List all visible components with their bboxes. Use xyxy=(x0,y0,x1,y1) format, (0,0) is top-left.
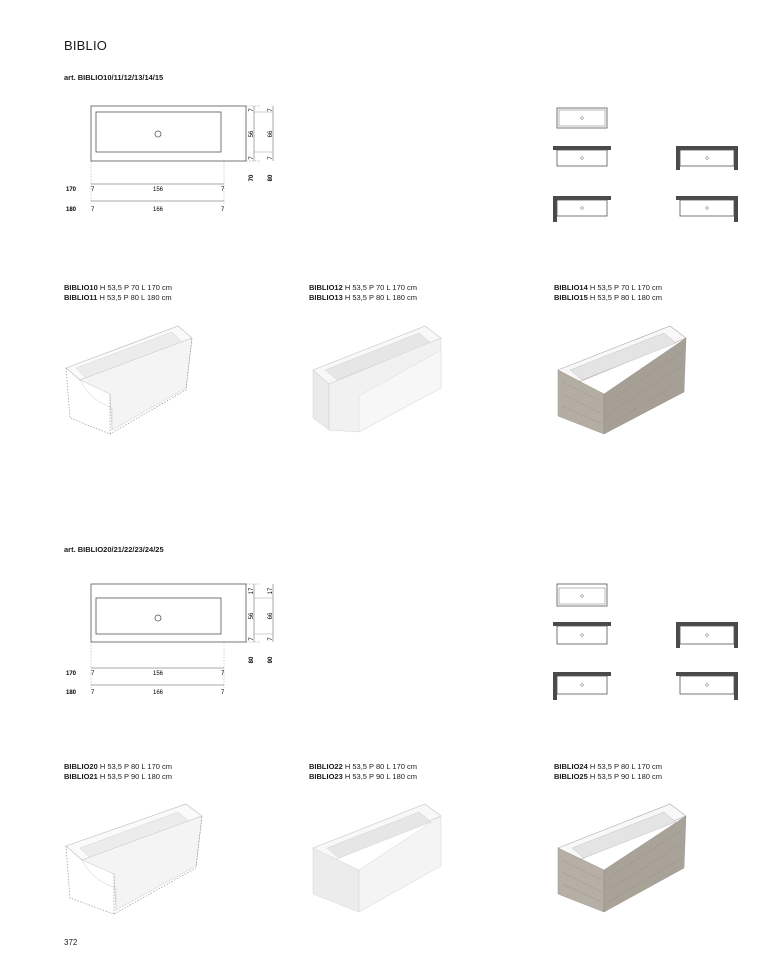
model-info: BIBLIO22 H 53,5 P 80 L 170 cm BIBLIO23 H 53,5 P 90 L 180 cm xyxy=(309,762,417,781)
dim-text: 7 xyxy=(221,671,225,677)
dim-text: 7 xyxy=(91,690,95,696)
drain-icon xyxy=(155,615,161,621)
dim-text: 7 xyxy=(249,108,255,112)
dim-text: 170 xyxy=(66,187,77,193)
dim-text: 90 xyxy=(268,656,274,664)
section-label: art. BIBLIO10/11/12/13/14/15 xyxy=(64,73,164,82)
wall-back-icon xyxy=(553,622,611,644)
dim-text: 156 xyxy=(152,187,164,193)
tub-outline xyxy=(91,106,246,161)
dim-text: 166 xyxy=(152,207,164,213)
dim-text: 56 xyxy=(249,130,255,138)
bathtub-render-panel-wood xyxy=(550,798,695,918)
bathtub-render-panel-white xyxy=(305,798,450,918)
bathtub-render-panel-wood xyxy=(550,318,695,438)
tub-basin xyxy=(96,598,221,634)
dim-text: 7 xyxy=(221,207,225,213)
dim-text: 180 xyxy=(66,690,77,696)
model-info: BIBLIO12 H 53,5 P 70 L 170 cm BIBLIO13 H 53,5 P 80 L 180 cm xyxy=(309,283,417,302)
dim-text: 66 xyxy=(268,130,274,138)
page-number: 372 xyxy=(64,938,78,947)
section-label: art. BIBLIO20/21/22/23/24/25 xyxy=(64,545,164,554)
dim-text: 7 xyxy=(268,156,274,160)
model-info: BIBLIO24 H 53,5 P 80 L 170 cm BIBLIO25 H 53,5 P 90 L 180 cm xyxy=(554,762,662,781)
dim-text: 156 xyxy=(152,671,164,677)
dim-text: 7 xyxy=(221,187,225,193)
dim-text: 56 xyxy=(249,612,255,620)
dim-text: 70 xyxy=(249,174,255,182)
dim-text: 17 xyxy=(249,587,255,595)
corner-right-icon xyxy=(676,196,738,222)
freestanding-icon xyxy=(557,584,607,606)
drain-icon xyxy=(155,131,161,137)
dim-text: 7 xyxy=(91,187,95,193)
corner-left-icon xyxy=(553,196,611,222)
dim-text: 7 xyxy=(91,671,95,677)
page-title: BIBLIO xyxy=(64,38,108,53)
bathtub-render-freestanding xyxy=(60,798,210,918)
dim-text: 66 xyxy=(268,612,274,620)
alcove-icon xyxy=(676,622,738,648)
corner-right-icon xyxy=(676,672,738,700)
dim-text: 17 xyxy=(268,587,274,595)
dim-text: 170 xyxy=(66,671,77,677)
installation-icons xyxy=(552,104,742,234)
dim-text: 7 xyxy=(268,108,274,112)
dim-text: 7 xyxy=(268,637,274,641)
dim-text: 7 xyxy=(249,156,255,160)
wall-back-icon xyxy=(553,146,611,166)
tub-basin xyxy=(96,112,221,152)
alcove-icon xyxy=(676,146,738,170)
corner-left-icon xyxy=(553,672,611,700)
technical-drawing xyxy=(60,578,290,703)
bathtub-render-panel-white xyxy=(305,318,450,438)
model-info: BIBLIO10 H 53,5 P 70 L 170 cm BIBLIO11 H 53,5 P 80 L 180 cm xyxy=(64,283,172,302)
dim-text: 7 xyxy=(91,207,95,213)
tub-outline xyxy=(91,584,246,642)
dim-text: 180 xyxy=(66,207,77,213)
technical-drawing xyxy=(60,100,290,220)
freestanding-icon xyxy=(557,108,607,128)
model-info: BIBLIO14 H 53,5 P 70 L 170 cm BIBLIO15 H 53,5 P 80 L 180 cm xyxy=(554,283,662,302)
bathtub-render-freestanding xyxy=(60,318,200,438)
dim-text: 7 xyxy=(221,690,225,696)
dim-text: 7 xyxy=(249,637,255,641)
dim-text: 80 xyxy=(268,174,274,182)
dim-text: 166 xyxy=(152,690,164,696)
model-info: BIBLIO20 H 53,5 P 80 L 170 cm BIBLIO21 H 53,5 P 90 L 180 cm xyxy=(64,762,172,781)
dim-text: 80 xyxy=(249,656,255,664)
installation-icons xyxy=(552,580,742,710)
